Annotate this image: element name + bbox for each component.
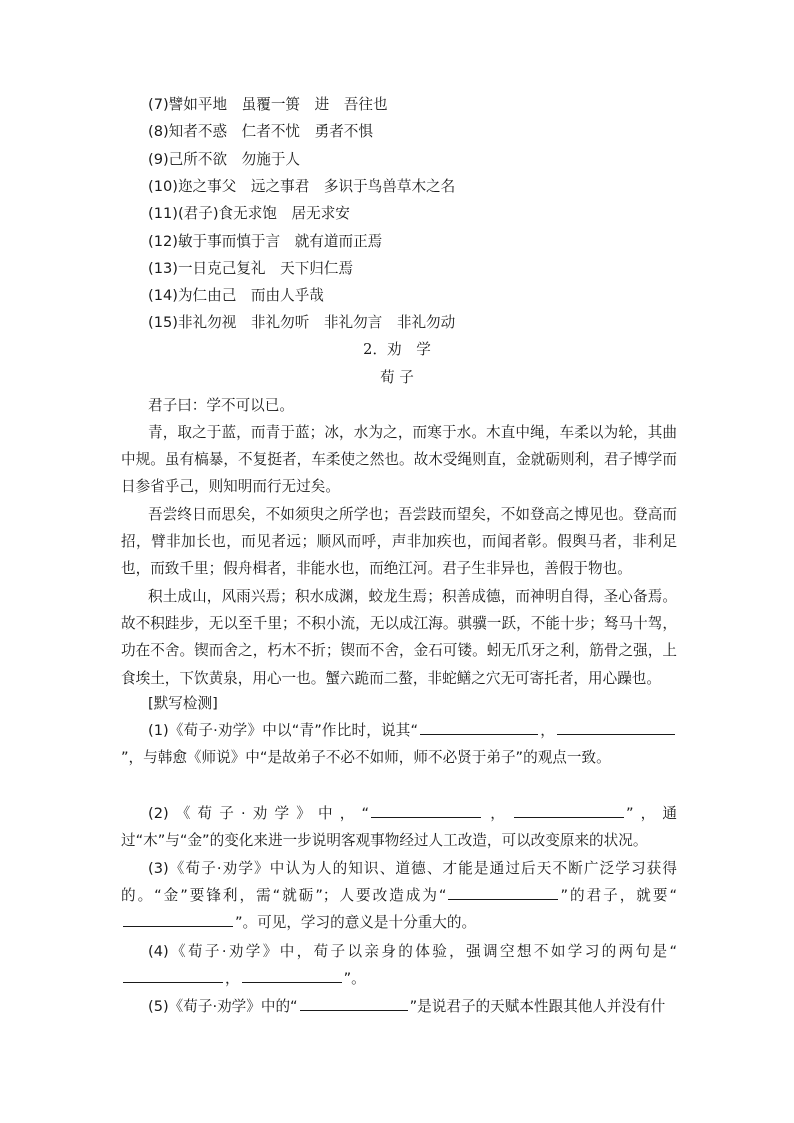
list-item: (10)迩之事父 远之事君 多识于鸟兽草木之名 [148,178,456,195]
answer-blank[interactable] [300,1009,408,1011]
question-2-text-c: ”，通过“木”与“金”的变化来进一步说明客观事物经过人工改造，可以改变原来的状况。 [121,805,677,850]
text-paragraph-3: 积土成山，风雨兴焉；积水成渊，蛟龙生焉；积善成德，而神明自得，圣心备焉。故不积跬步，无以至千里；不积小流，无以成江海。骐骥一跃，不能十步；驽马十驾，功在不舍。锲而舍之，朽木不折；锲而不舍，金石可镂。蚓无爪牙之利，筋骨之强，上食埃土，下饮黄泉，用心一也。蟹六跪而二螯，非蛇鳝之穴无可寄托者，用心躁也。 [121,588,677,687]
question-4 [121,938,677,992]
list-item: (11)(君子)食无求饱 居无求安 [148,205,350,222]
question-2-text-a: (2)《荀子·劝学》中，“ [148,805,370,822]
question-5 [121,993,677,1020]
list-item: (9)己所不欲 勿施于人 [148,151,301,168]
question-5-text-a: (5)《荀子·劝学》中的“ [148,998,298,1015]
list-item: (12)敏于事而慎于言 就有道而正焉 [148,233,383,250]
exercise-heading: [默写检测] [148,695,218,712]
answer-blank[interactable] [420,733,538,735]
question-1-text-a: (1)《荀子·劝学》中以“青”作比时，说其“ [148,722,419,739]
section-author: 荀 子 [380,369,414,386]
question-2-text-b: ， [483,805,512,822]
text-paragraph-1: 青，取之于蓝，而青于蓝；冰，水为之，而寒于水。木直中绳，车柔以为轮，其曲中规。虽有槁暴，不复挺者，车柔使之然也。故木受绳则直，金就砺则利，君子博学而日参省乎己，则知明而行无过矣。 [121,424,677,496]
question-4-text-b: ， [225,970,240,988]
question-4-text-a: (4)《荀子·劝学》中，荀子以亲身的体验，强调空想不如学习的两句是“ [148,943,677,960]
list-item: (15)非礼勿视 非礼勿听 非礼勿言 非礼勿动 [148,314,456,331]
question-1-text-b: ， [540,722,555,739]
question-1 [121,717,677,771]
answer-blank[interactable] [242,981,342,983]
question-3 [121,855,677,937]
opening-line: 君子曰：学不可以已。 [148,397,294,414]
answer-blank[interactable] [123,981,223,983]
question-3-text-c: ”。可见，学习的意义是十分重大的。 [235,914,477,932]
question-4-text-c: ”。 [343,970,366,988]
list-item: (14)为仁由己 而由人乎哉 [148,287,324,304]
answer-blank[interactable] [557,733,675,735]
answer-blank[interactable] [514,816,624,818]
section-title: 2．劝 学 [363,341,431,358]
question-3-text-a: (3)《荀子·劝学》中认为人的知识、道德、才能是通过后天不断广泛学习获得的。“金”要锋利，需“就砺”；人要改造成为“ [121,860,677,905]
question-5-text-b: ”是说君子的天赋本性跟其他人并没有什 [409,998,666,1015]
answer-blank[interactable] [123,925,233,927]
list-item: (13)一日克己复礼 天下归仁焉 [148,260,354,277]
question-3-text-b: ”的君子，就要“ [560,887,677,905]
list-item: (8)知者不惑 仁者不忧 勇者不惧 [148,123,373,140]
question-1-text-c: ”，与韩愈《师说》中“是故弟子不必不如师，师不必贤于弟子”的观点一致。 [121,749,611,767]
text-paragraph-2: 吾尝终日而思矣，不如须臾之所学也；吾尝跂而望矣，不如登高之博见也。登高而招，臂非加长也，而见者远；顺风而呼，声非加疾也，而闻者彰。假舆马者，非利足也，而致千里；假舟楫者，非能水也，而绝江河。君子生非异也，善假于物也。 [121,506,677,578]
list-item: (7)譬如平地 虽覆一篑 进 吾往也 [148,96,388,113]
answer-blank[interactable] [371,816,481,818]
question-2 [121,800,677,854]
answer-blank[interactable] [448,898,558,900]
